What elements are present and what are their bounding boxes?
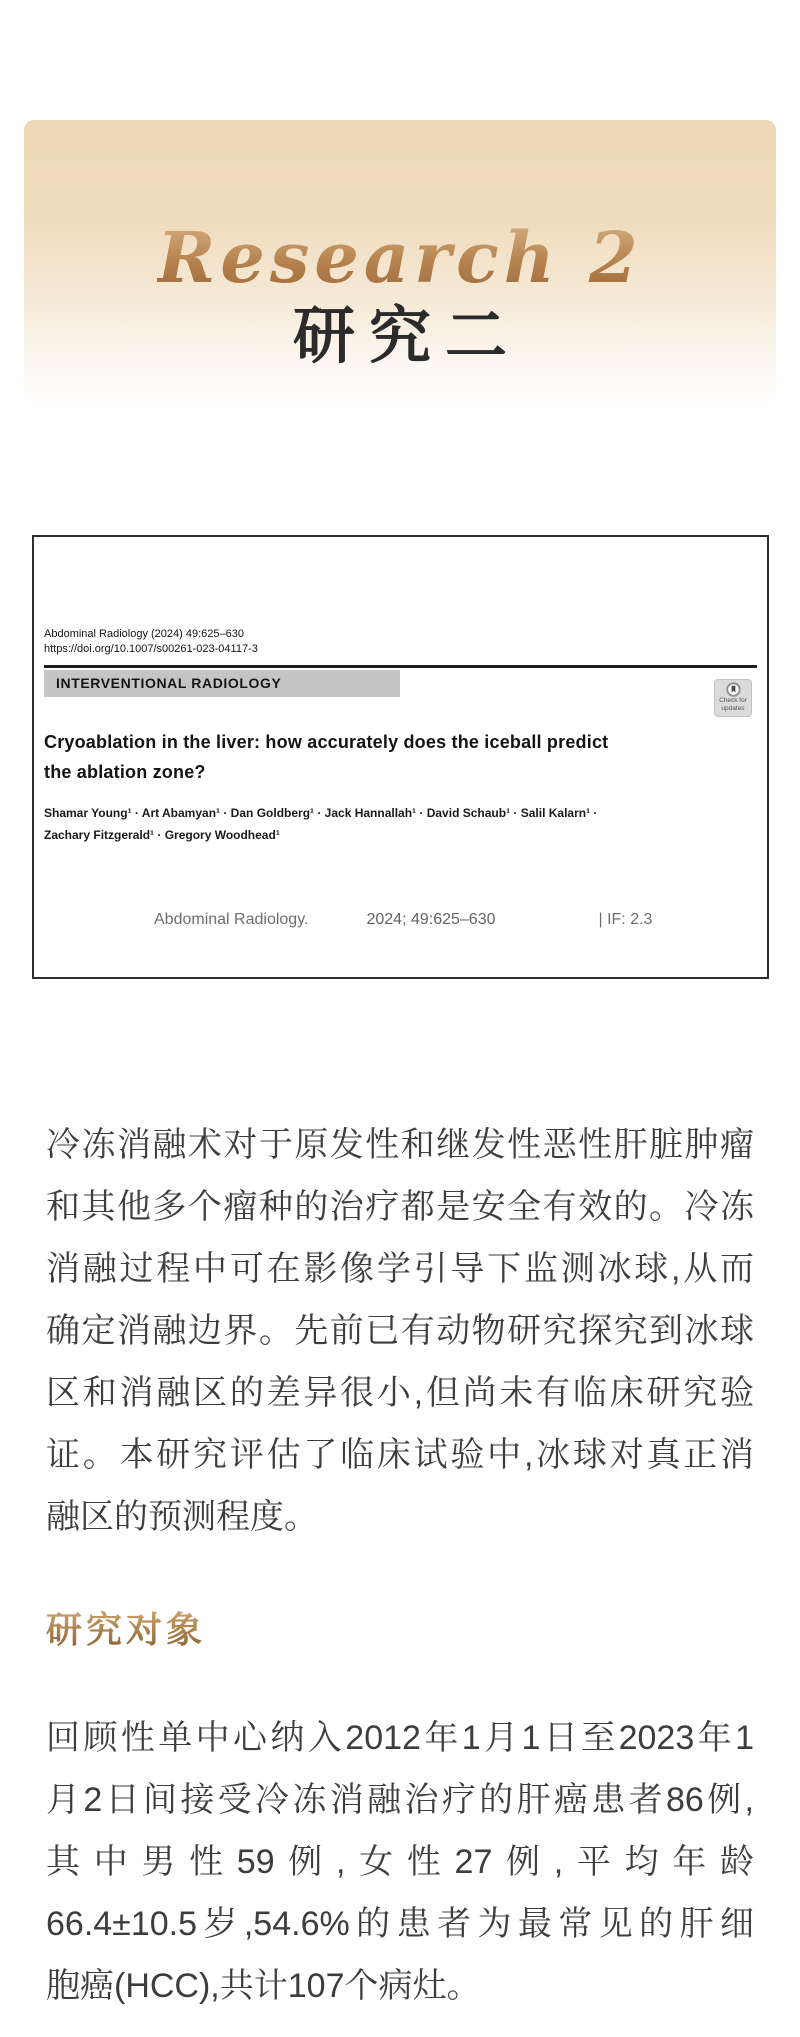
intro-paragraph-line: 确定消融边界。先前已有动物研究探究到冰球 [46,1312,754,1350]
bookmark-circle-icon [726,682,741,697]
paper-authors [44,802,757,846]
intro-paragraph-line: 冷冻消融术对于原发性和继发性恶性肝脏肿瘤 [46,1126,754,1164]
paper-title-line1: Cryoablation in the liver: how accurately does the iceball predict [44,732,609,752]
citation-journal: Abdominal Radiology. [154,911,309,928]
paper-authors-line2: Zachary Fitzgerald¹ · Gregory Woodhead¹ [44,828,280,842]
intro-paragraph-line: 区和消融区的差异很小,但尚未有临床研究验 [46,1374,754,1412]
category-banner: INTERVENTIONAL RADIOLOGY [44,670,400,697]
intro-paragraph [46,1114,754,1548]
research-title-en-wrap [24,218,776,298]
subjects-paragraph-line: 月2日间接受冷冻消融治疗的肝癌患者86例, [46,1781,754,1819]
subjects-paragraph [46,1707,754,2017]
intro-paragraph-line: 消融过程中可在影像学引导下监测冰球,从而 [46,1250,754,1288]
journal-meta-line1: Abdominal Radiology (2024) 49:625–630 [44,628,244,640]
citation-impact-factor: | IF: 2.3 [598,911,653,928]
check-for-updates-label-line1: Check for [719,697,747,704]
paper-screenshot-card[interactable] [32,535,769,979]
check-for-updates-badge [714,679,752,717]
subjects-paragraph-line: 其中男性59例,女性27例,平均年龄 [46,1843,754,1881]
journal-doi-link: https://doi.org/10.1007/s00261-023-04117-3 [44,643,258,655]
citation-issue: 2024; 49:625–630 [366,911,496,928]
subjects-paragraph-line: 66.4±10.5岁,54.6%的患者为最常见的肝细 [46,1905,754,1943]
paper-title [44,727,757,787]
check-for-updates-label-line2: updates [721,704,745,712]
section-heading-row [0,1548,800,1652]
subjects-paragraph-line: 胞癌(HCC),共计107个病灶。 [46,1967,481,2005]
paper-title-line2: the ablation zone? [44,762,206,782]
intro-paragraph-line: 和其他多个瘤种的治疗都是安全有效的。冷冻 [46,1188,754,1226]
research-title-zh: 研究二 [292,303,521,371]
intro-paragraph-line: 融区的预测程度。 [46,1498,318,1536]
citation-line [44,909,757,931]
header-divider [44,665,757,668]
section-heading-research-subjects: 研究对象 [46,1610,207,1650]
subjects-paragraph-line: 回顾性单中心纳入2012年1月1日至2023年1 [46,1719,754,1757]
research-title-en: Research 2 [157,216,643,299]
paper-authors-line1: Shamar Young¹ · Art Abamyan¹ · Dan Goldberg¹ · Jack Hannallah¹ · David Schaub¹ · Salil Kalarn¹ · [44,806,598,820]
category-banner-row [44,670,757,712]
intro-paragraph-line: 证。本研究评估了临床试验中,冰球对真正消 [46,1436,754,1474]
hero-card [24,120,776,412]
journal-meta [44,627,757,657]
